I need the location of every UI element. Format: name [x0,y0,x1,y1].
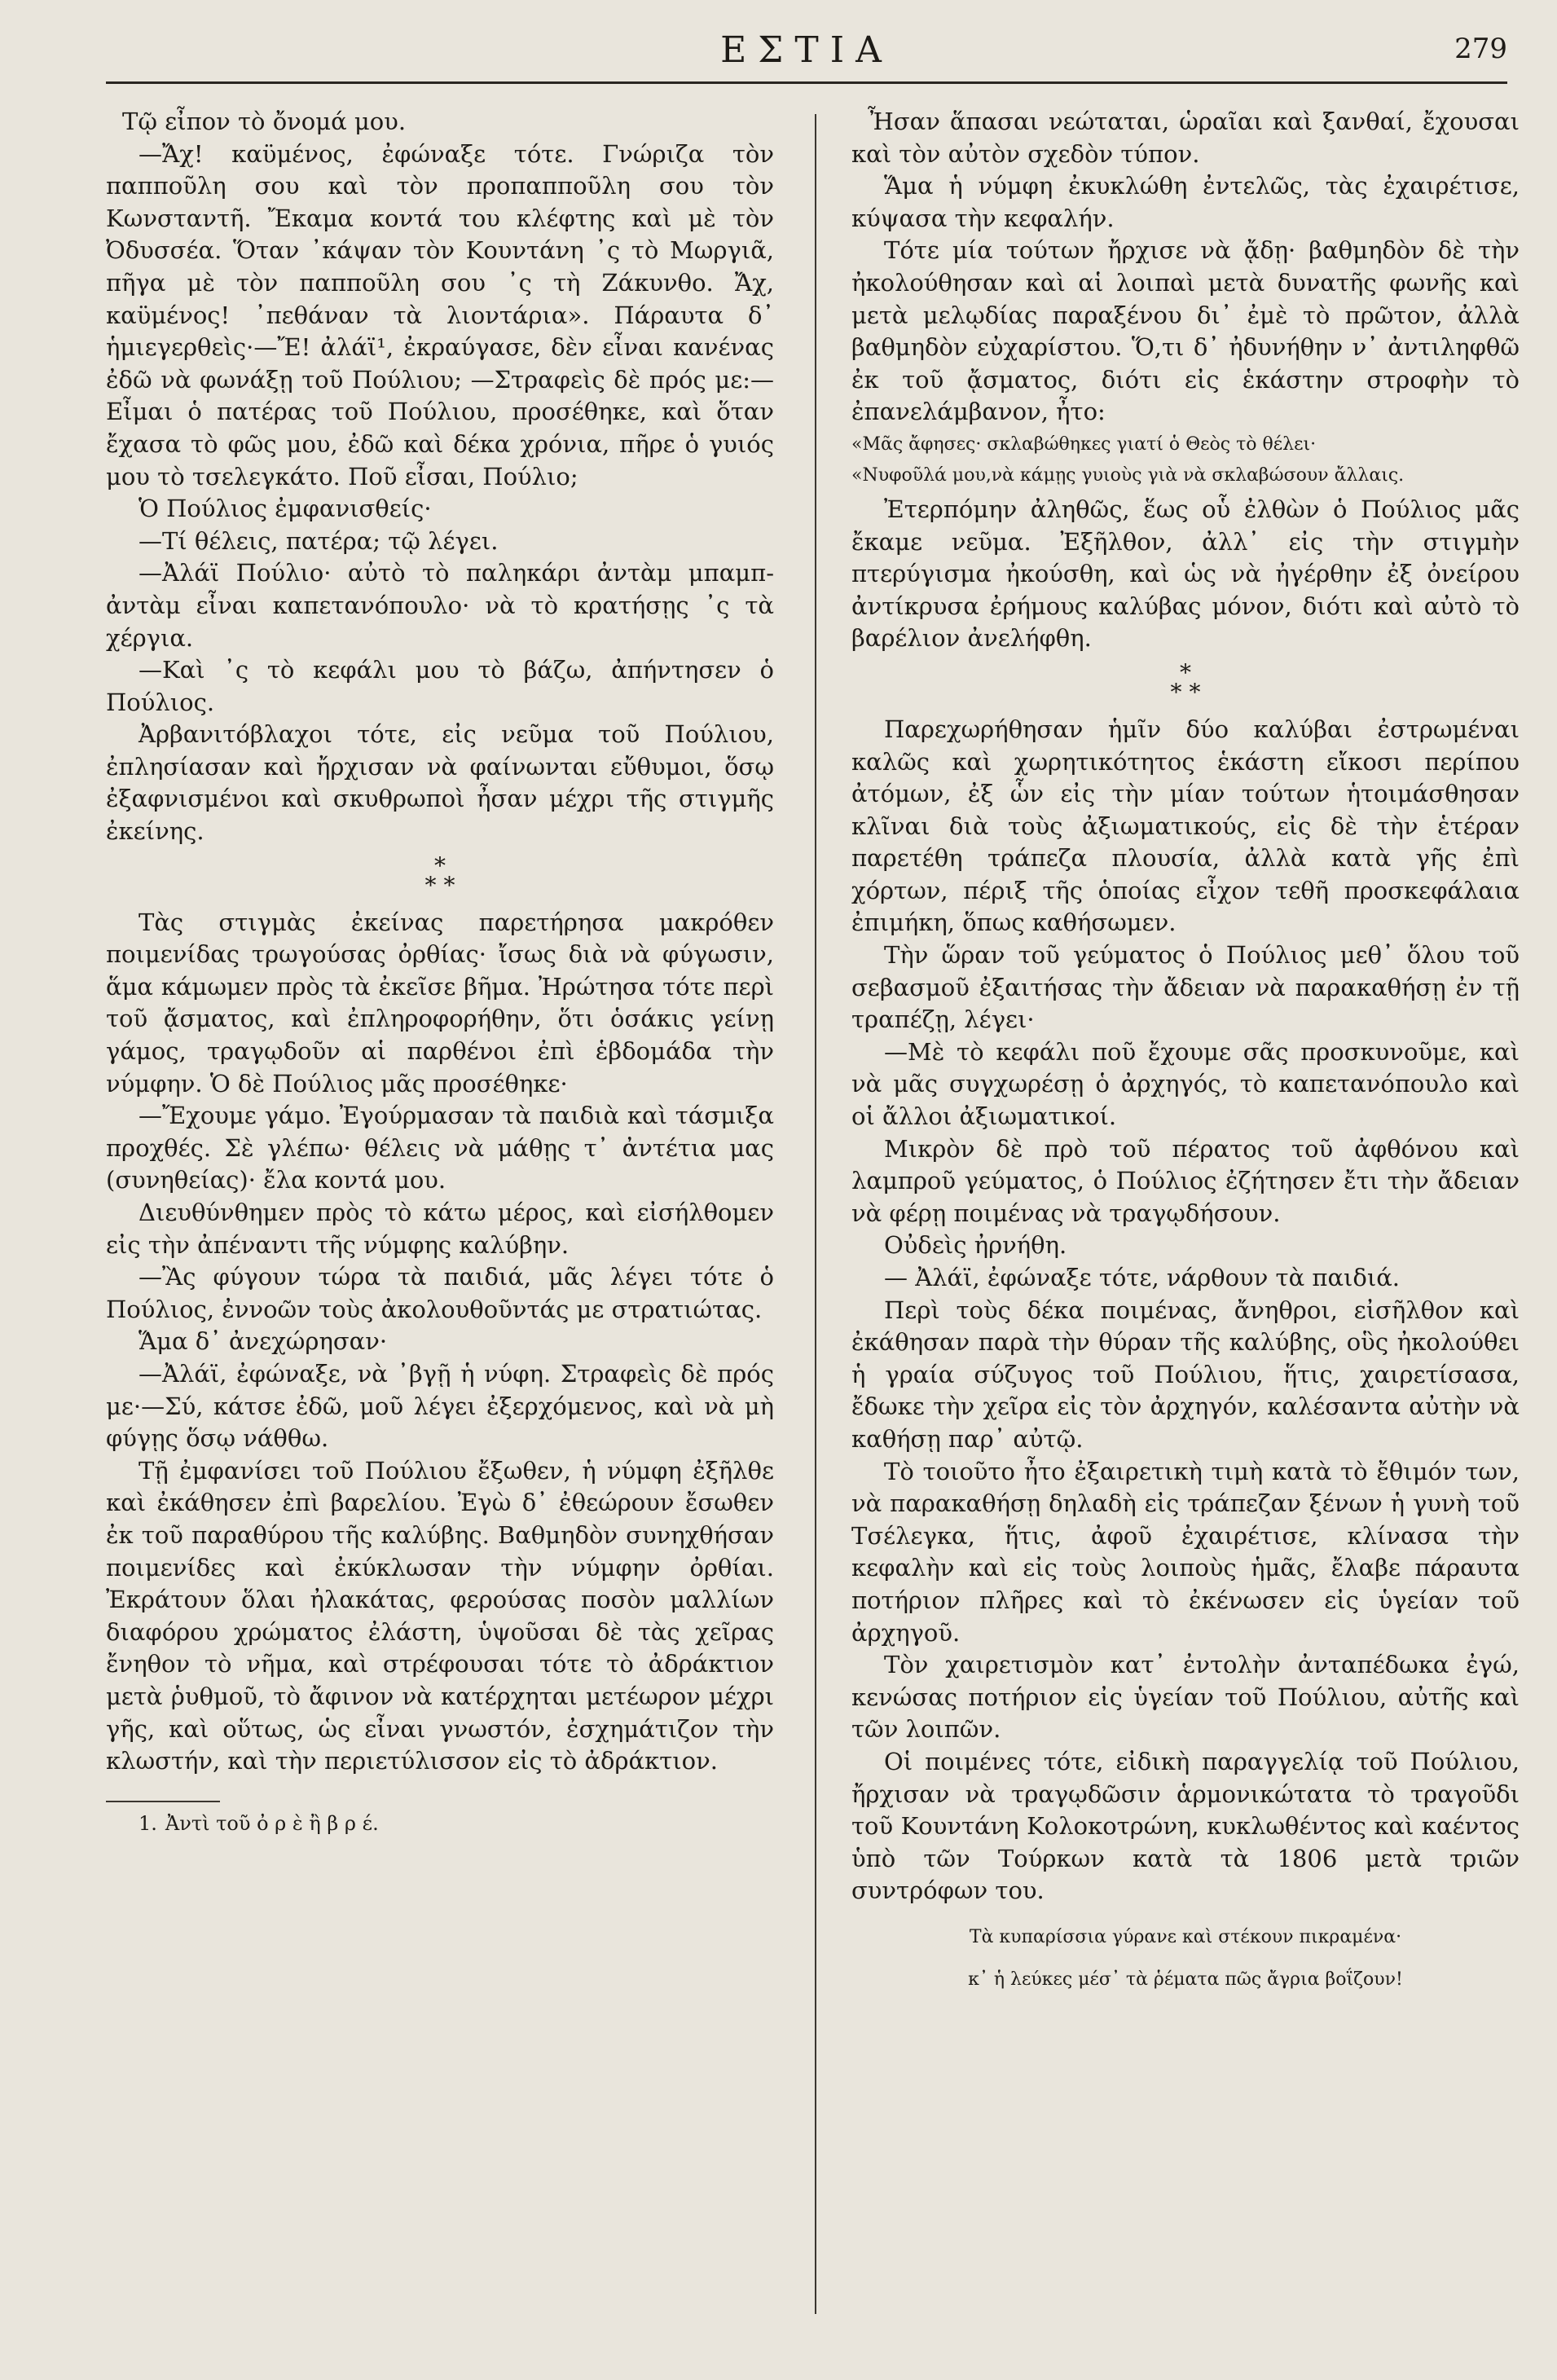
footnote-text: Ἀντὶ τοῦ ὀ ρ ὲ ἢ β ρ έ. [165,1811,379,1835]
section-asterism [851,658,1520,706]
paragraph: Τῷ εἶπον τὸ ὄνομά μου. [122,108,407,135]
paragraph: Διευθύνθημεν πρὸς τὸ κάτω μέρος, καὶ εἰσήλθομεν εἰς τὴν ἀπέναντι τῆς νύμφης καλύβην. [106,1199,774,1259]
paragraph: —Ἀλάϊ Πούλιο· αὐτὸ τὸ παληκάρι ἀντὰμ μπαμπ-ἀντὰμ εἶναι καπετανόπουλο· νὰ τὸ κρατήσῃς ᾿ς τὰ χέργια. [106,559,774,652]
column-divider [815,114,816,2314]
paragraph: Ἐτερπόμην ἀληθῶς, ἕως οὗ ἐλθὼν ὁ Πούλιος μᾶς ἔκαμε νεῦμα. Ἐξῆλθον, ἀλλ᾿ εἰς τὴν στιγμὴν πτερύγισμα ἠκούσθη, καὶ ὡς νὰ ἠγέρθην ἐξ ὀνείρου ἀντίκρυσα ἐρήμους καλύβας μόνον, διότι καὶ αὐτὸ τὸ βαρέλιον ἀνελήφθη. [851,495,1520,653]
asterism-bottom: * * [424,871,455,899]
paragraph: —Ἂς φύγουν τώρα τὰ παιδιά, μᾶς λέγει τότε ὁ Πούλιος, ἐννοῶν τοὺς ἀκολουθοῦντάς με στρατιώτας. [106,1263,774,1323]
paragraph: Τὸν χαιρετισμὸν κατ᾿ ἐντολὴν ἀνταπέδωκα ἐγώ, κενώσας ποτήριον εἰς ὑγείαν τοῦ Πούλιου, αὐτῆς καὶ τῶν λοιπῶν. [851,1651,1520,1744]
paragraph: Ἀρβανιτόβλαχοι τότε, εἰς νεῦμα τοῦ Πούλιου, ἐπλησίασαν καὶ ἤρχισαν νὰ φαίνωνται εὔθυμοι, ὅσῳ ἐξαφνισμένοι καὶ σκυθρωποὶ ἦσαν μέχρι τῆς στιγμῆς ἐκείνης. [106,720,774,846]
paragraph: Ἦσαν ἅπασαι νεώταται, ὡραῖαι καὶ ξανθαί, ἔχουσαι καὶ τὸν αὐτὸν σχεδὸν τύπον. [851,108,1520,168]
paragraph: Τὰς στιγμὰς ἐκείνας παρετήρησα μακρόθεν ποιμενίδας τρωγούσας ὀρθίας· ἴσως διὰ νὰ φύγωσιν, ἅμα κάμωμεν πρὸς τὰ ἐκεῖσε βῆμα. Ἠρώτησα τότε περὶ τοῦ ᾄσματος, καὶ ἐπληροφορήθην, ὅτι ὁσάκις γείνῃ γάμος, τραγῳδοῦν αἱ παρθένοι ἐπὶ ἑβδομάδα τὴν νύμφην. Ὁ δὲ Πούλιος μᾶς προσέθηκε· [106,908,774,1098]
asterism-bottom: * * [1170,678,1201,706]
paragraph: —Ἄχ! καϋμένος, ἐφώναξε τότε. Γνώριζα τὸν παπποῦλη σου καὶ τὸν προπαπποῦλη σου τὸν Κωνσταντῆ. Ἔκαμα κοντά του κλέφτης καὶ μὲ τὸν Ὀδυσσέα. Ὅταν ᾿κάψαν τὸν Κουντάνη ᾿ς τὸ Μωργιᾶ, πῆγα μὲ τὸν παπποῦλη σου ᾿ς τὴ Ζάκυνθο. Ἄχ, καϋμένος! ᾿πεθάναν τὰ λιοντάρια». Πάραυτα δ᾿ ἡμιεγερθεὶς·—Ἔ! ἀλάϊ¹, ἐκραύγασε, δὲν εἶναι κανένας ἐδῶ νὰ φωνάξῃ τοῦ Πούλιου; —Στραφεὶς δὲ πρός με:—Εἶμαι ὁ πατέρας τοῦ Πούλιου, προσέθηκε, καὶ ὅταν ἔχασα τὸ φῶς μου, ἐδῶ καὶ δέκα χρόνια, πῆρε ὁ γυιός μου τὸ τσελεγκάτο. Ποῦ εἶσαι, Πούλιο; [106,139,774,491]
left-column [106,106,774,1837]
paragraph: Τότε μία τούτων ἤρχισε νὰ ᾄδῃ· βαθμηδὸν δὲ τὴν ἠκολούθησαν καὶ αἱ λοιπαὶ μετὰ δυνατῆς φωνῆς καὶ μετὰ μελῳδίας παραξένου δι᾿ ἐμὲ τὸ πρῶτον, ἀλλὰ βαθμηδὸν εὐχαρίστου. Ὅ,τι δ᾿ ἠδυνήθην ν᾿ ἀντιληφθῶ ἐκ τοῦ ᾄσματος, διότι εἰς ἑκάστην στροφὴν τὸ ἐπανελάμβανον, ἦτο: [851,236,1520,426]
footnote-mark: 1. [139,1811,157,1835]
song-verse-line: «Νυφοῦλά μου,νὰ κάμῃς γυιοὺς γιὰ νὰ σκλαβώσουν ἄλλαις. [851,464,1405,486]
paragraph: —Καὶ ᾿ς τὸ κεφάλι μου τὸ βάζω, ἀπήντησεν ὁ Πούλιος. [106,656,774,716]
paragraph: Τῇ ἐμφανίσει τοῦ Πούλιου ἔξωθεν, ἡ νύμφη ἐξῆλθε καὶ ἐκάθησεν ἐπὶ βαρελίου. Ἐγὼ δ᾿ ἐθεώρουν ἔσωθεν ἐκ τοῦ παραθύρου τῆς καλύβης. Βαθμηδὸν συνηχθήσαν ποιμενίδες καὶ ἐκύκλωσαν τὴν νύμφην ὀρθίαι. Ἐκράτουν ὅλαι ἠλακάτας, φερούσας ποσὸν μαλλίων διαφόρου χρώματος ἐλάστη, ὑψοῦσαι δὲ τὰς χεῖρας ἔνηθον τὸ νῆμα, καὶ στρέφουσαι τότε τὸ ἀδράκτιον μετὰ ῥυθμοῦ, τὸ ἄφινον νὰ κατέρχηται μετέωρον μέχρι γῆς, καὶ οὕτως, ὡς εἶναι γνωστόν, ἐσχημάτιζον τὴν κλωστήν, καὶ τὴν περιετύλισσον εἰς τὸ ἀδράκτιον. [106,1456,774,1775]
song-verse-line: «Μᾶς ἄφησες· σκλαβώθηκες γιατί ὁ Θεὸς τὸ θέλει· [851,433,1317,455]
asterism-top: * [434,851,446,879]
masthead-title: ΕΣΤΙΑ [720,29,893,71]
paragraph: —Μὲ τὸ κεφάλι ποῦ ἔχουμε σᾶς προσκυνοῦμε, καὶ νὰ μᾶς συγχωρέσῃ ὁ ἀρχηγός, τὸ καπετανόπουλο καὶ οἱ ἄλλοι ἀξιωματικοί. [851,1037,1520,1131]
paragraph: —Ἔχουμε γάμο. Ἐγούρμασαν τὰ παιδιὰ καὶ τάσμιξα προχθές. Σὲ γλέπω· θέλεις νὰ μάθῃς τ᾿ ἀντέτια μας (συνηθείας)· ἔλα κοντά μου. [106,1102,774,1194]
ballad-verse-line: Τὰ κυπαρίσσια γύρανε καὶ στέκουν πικραμένα· [969,1926,1402,1947]
paragraph: —Ἀλάϊ, ἐφώναξε, νὰ ᾿βγῇ ἡ νύφη. Στραφεὶς δὲ πρός με·—Σύ, κάτσε ἐδῶ, μοῦ λέγει ἐξερχόμενος, καὶ νὰ μὴ φύγῃς ὅσῳ νάθθω. [106,1359,774,1453]
paragraph: Οἱ ποιμένες τότε, εἰδικὴ παραγγελίᾳ τοῦ Πούλιου, ἤρχισαν νὰ τραγῳδῶσιν ἁρμονικώτατα τὸ τραγοῦδι τοῦ Κουντάνη Κολοκοτρώνη, κυκλωθέντος καὶ καέντος ὑπὸ τῶν Τούρκων κατὰ τὰ 1806 μετὰ τριῶν συντρόφων του. [851,1747,1520,1905]
asterism-top: * [1180,658,1191,686]
paragraph: Οὐδεὶς ἠρνήθη. [884,1231,1067,1260]
paragraph: —Τί θέλεις, πατέρα; τῷ λέγει. [139,526,499,555]
footnote-rule [106,1801,220,1802]
paragraph: Τὸ τοιοῦτο ἦτο ἐξαιρετικὴ τιμὴ κατὰ τὸ ἔθιμόν των, νὰ παρακαθήσῃ δηλαδὴ εἰς τράπεζαν ξένων ἡ γυνὴ τοῦ Τσέλεγκα, ἥτις, ἀφοῦ ἐχαιρέτισε, κλίνασα τὴν κεφαλὴν καὶ εἰς τοὺς λοιποὺς ἡμᾶς, ἔλαβε πάραυτα ποτήριον πλῆρες καὶ τὸ ἐκένωσεν εἰς ὑγείαν τοῦ ἀρχηγοῦ. [851,1457,1520,1647]
page-header [106,29,1507,78]
paragraph: Περὶ τοὺς δέκα ποιμένας, ἄνηθροι, εἰσῆλθον καὶ ἐκάθησαν παρὰ τὴν θύραν τῆς καλύβης, οὓς ἠκολούθει ἡ γραία σύζυγος τοῦ Πούλιου, ἥτις, χαιρετίσασα, ἔδωκε τὴν χεῖρα εἰς τὸν ἀρχηγόν, καλέσαντα αὐτὴν νὰ καθήσῃ παρ᾿ αὐτῷ. [851,1296,1520,1453]
header-rule [106,81,1507,84]
ballad-verse-line: κ᾿ ἡ λεύκες μέσ᾿ τὰ ῥέματα πῶς ἄγρια βοΐζουν! [968,1969,1403,1990]
paragraph: Παρεχωρήθησαν ἡμῖν δύο καλύβαι ἐστρωμέναι καλῶς καὶ χωρητικότητος ἑκάστη εἴκοσι περίπου ἀτόμων, ἐξ ὧν εἰς τὴν μίαν τούτων ἡτοιμάσθησαν κλῖναι διὰ τοὺς ἀξιωματικούς, εἰς δὲ τὴν ἑτέραν παρετέθη τράπεζα πλουσία, ἀλλὰ κατὰ γῆς ἐπὶ χόρτων, πέριξ τῆς ὁποίας εἶχον τεθῆ προσκεφάλαια ἐπιμήκη, ὅπως καθήσωμεν. [851,715,1520,937]
paragraph: Ἅμα ἡ νύμφη ἐκυκλώθη ἐντελῶς, τὰς ἐχαιρέτισε, κύψασα τὴν κεφαλήν. [851,172,1520,232]
paragraph: Ἅμα δ᾿ ἀνεχώρησαν· [139,1327,388,1356]
paragraph: Τὴν ὥραν τοῦ γεύματος ὁ Πούλιος μεθ᾿ ὅλου τοῦ σεβασμοῦ ἐξαιτήσας τὴν ἄδειαν νὰ παρακαθήσῃ ἐν τῇ τραπέζῃ, λέγει· [851,941,1520,1034]
paragraph: — Ἀλάϊ, ἐφώναξε τότε, νάρθουν τὰ παιδιά. [884,1264,1401,1291]
paragraph: Μικρὸν δὲ πρὸ τοῦ πέρατος τοῦ ἀφθόνου καὶ λαμπροῦ γεύματος, ὁ Πούλιος ἐζήτησεν ἔτι τὴν ἄδειαν νὰ φέρῃ ποιμένας νὰ τραγῳδήσουν. [851,1134,1520,1227]
footnote [106,1810,774,1837]
paragraph: Ὁ Πούλιος ἐμφανισθείς· [139,495,432,523]
page-number: 279 [1454,33,1507,65]
section-asterism [106,851,774,899]
right-column [851,106,1520,1992]
